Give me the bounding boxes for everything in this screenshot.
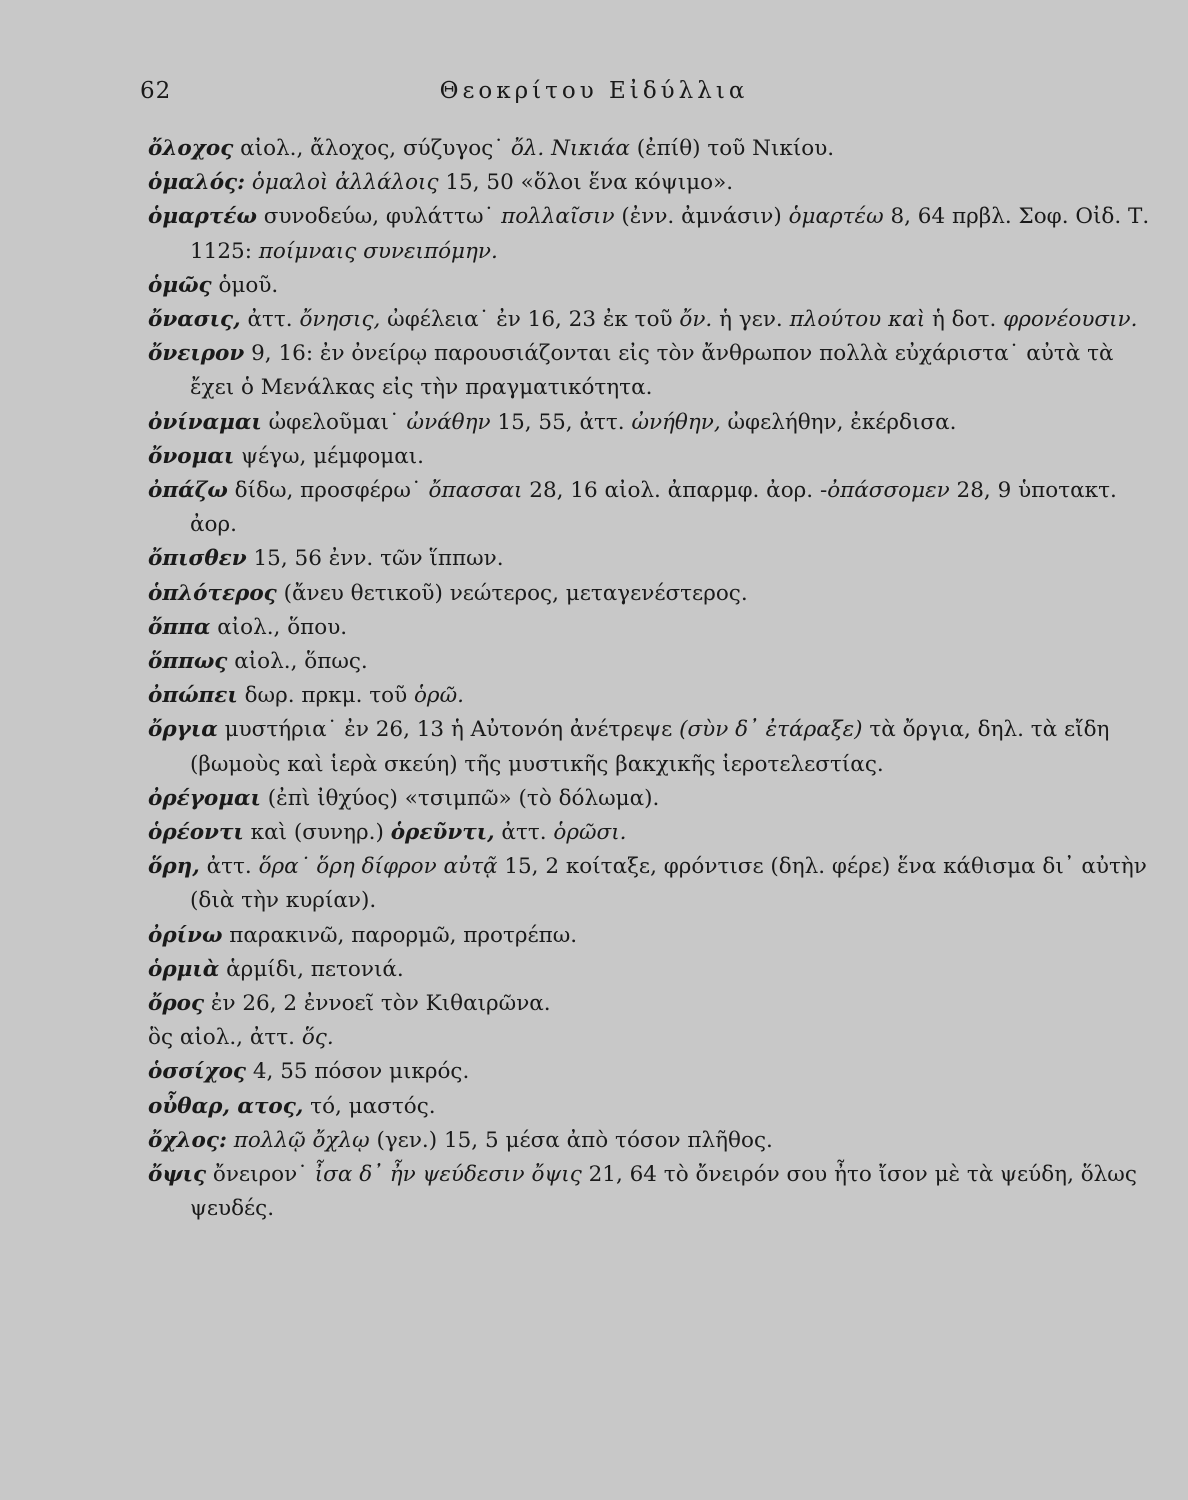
entry-text: 4, 55 πόσον μικρός.	[246, 1059, 470, 1085]
italic-text: (σὺν δ᾽ ἐτάραξε)	[679, 717, 863, 743]
italic-text: ὀπάσσομεν	[827, 478, 950, 504]
entry-text: τὰ ὄργια, δηλ. τὰ εἴδη (βωμοὺς καὶ ἱερὰ σκεύη) τῆς μυστικῆς βακχικῆς ἱεροτελεστίας.	[190, 717, 1110, 777]
italic-text: ὁρῶ.	[413, 683, 464, 709]
glossary-entry	[148, 269, 1163, 303]
entry-text: μυστήρια˙ ἐν 26, 13 ἡ Αὐτονόη ἀνέτρεψε	[217, 717, 680, 743]
page-number: 62	[140, 78, 172, 104]
headword: ὁρεῦντι,	[390, 820, 495, 846]
glossary-entry	[148, 577, 1163, 611]
headword: ὄνασις,	[148, 307, 241, 333]
headword: ὄργια	[148, 717, 218, 743]
headword: ὀπάζω	[148, 478, 228, 504]
entry-text: 15, 56 ἐνν. τῶν ἵππων.	[246, 546, 504, 572]
headword: ὀρέγομαι	[148, 785, 261, 811]
entry-text: 28, 9 ὑποτακτ. ἀορ.	[190, 478, 1117, 538]
italic-text: ὅς.	[301, 1025, 334, 1051]
headword: ὀπώπει	[148, 683, 238, 709]
entry-text	[227, 1128, 234, 1153]
headword: ὀνίναμαι	[148, 409, 262, 435]
italic-text: ὁμαλοὶ ἀλλάλοις	[251, 170, 439, 196]
glossary-entry	[148, 713, 1163, 781]
glossary-entry	[148, 1158, 1163, 1226]
italic-text: ὄν.	[679, 307, 713, 333]
entry-text: ἡ γεν.	[712, 307, 790, 333]
italic-text: ὅρα˙ ὅρη δίφρον αὐτᾷ	[258, 854, 498, 880]
entry-text	[245, 170, 252, 195]
italic-text: ἶσα δ᾽ ἦν ψεύδεσιν ὄψις	[314, 1162, 582, 1188]
entry-text: (γεν.) 15, 5 μέσα ἀπὸ τόσον πλῆθος.	[369, 1127, 773, 1153]
glossary-entry	[148, 816, 1163, 850]
italic-text: ὄλ. Νικιάα	[510, 136, 630, 161]
headword: ὁπλότερος	[148, 580, 277, 606]
entry-text: ὠφέλεια˙ ἐν 16, 23 ἐκ τοῦ	[380, 307, 680, 333]
entry-text: 15, 2 κοίταξε, φρόντισε (δηλ. φέρε) ἕνα κάθισμα δι᾽ αὐτὴν (διὰ τὴν κυρίαν).	[190, 854, 1147, 914]
italic-text: ὁμαρτέω	[788, 204, 884, 230]
entry-text: (ἐπίθ) τοῦ Νικίου.	[629, 136, 835, 161]
headword: ὁμῶς	[148, 272, 212, 298]
glossary-entry	[148, 953, 1163, 987]
entry-text: αἰολ., ἄλοχος, σύζυγος˙	[233, 136, 511, 161]
entry-text: (ἐπὶ ἰθχύος) «τσιμπῶ» (τὸ δόλωμα).	[260, 785, 660, 811]
glossary-entry	[148, 132, 1163, 166]
headword: ὄψις	[148, 1162, 207, 1188]
glossary-entry	[148, 1124, 1163, 1158]
entry-text: ὠφελοῦμαι˙	[261, 409, 407, 435]
headword: ὁμαλός:	[148, 170, 246, 196]
glossary-entry	[148, 645, 1163, 679]
italic-text: ὠνήθην,	[631, 409, 721, 435]
glossary-entry	[148, 679, 1163, 713]
glossary-entry	[148, 1090, 1163, 1124]
glossary-entry	[148, 850, 1163, 918]
headword: ὄνομαι	[148, 443, 235, 469]
italic-text: ὠνάθην	[406, 409, 491, 435]
headword: ὁρέοντι	[148, 820, 244, 846]
entry-text: 9, 16: ἐν ὀνείρῳ παρουσιάζονται εἰς τὸν ἄνθρωπον πολλὰ εὐχάριστα˙ αὐτὰ τὰ ἔχει ὁ Μενάλκας εἰς τὴν πραγματικότητα.	[190, 341, 1114, 401]
entry-text: ὠφελήθην, ἐκέρδισα.	[720, 409, 957, 435]
entry-text: 28, 16 αἰολ. ἀπαρμφ. ἀορ. -	[522, 478, 828, 504]
entry-text: (ἐνν. ἀμνάσιν)	[614, 204, 789, 230]
glossary-entry	[148, 782, 1163, 816]
entry-text: ἀττ.	[199, 854, 259, 880]
italic-text: ὄπασσαι	[428, 478, 523, 504]
italic-text: πολλαῖσιν	[501, 204, 615, 230]
entry-text: ὃς αἰολ., ἀττ.	[148, 1025, 302, 1051]
headword: ὁμαρτέω	[148, 204, 257, 230]
entry-text: 15, 55, ἀττ.	[490, 409, 632, 435]
glossary-entry	[148, 542, 1163, 576]
entry-text: 21, 64 τὸ ὄνειρόν σου ἦτο ἴσον μὲ τὰ ψεύδη, ὅλως ψευδές.	[190, 1162, 1137, 1222]
italic-text: πολλῷ ὄχλῳ	[233, 1127, 370, 1153]
glossary-entry	[148, 440, 1163, 474]
headword: ὄπισθεν	[148, 546, 247, 572]
headword: ὀρίνω	[148, 922, 223, 948]
glossary-entry	[148, 406, 1163, 440]
italic-text: ποίμναις συνειπόμην.	[258, 238, 498, 264]
headword: ὁσσίχος	[148, 1059, 247, 1085]
headword: ὄνειρον	[148, 341, 245, 367]
entry-text: ψέγω, μέμφομαι.	[234, 443, 425, 469]
entry-text: συνοδεύω, φυλάττω˙	[256, 204, 502, 230]
entry-text: παρακινῶ, παρορμῶ, προτρέπω.	[222, 922, 578, 948]
glossary-entry	[148, 1055, 1163, 1089]
entry-text: ἀττ.	[494, 820, 554, 846]
headword: ὄλοχος	[148, 136, 234, 161]
entry-text: 8, 64 πρβλ. Σοφ. Οἰδ. Τ. 1125:	[190, 204, 1150, 264]
entry-text: ὄνειρον˙	[206, 1162, 315, 1188]
glossary-entry	[148, 200, 1163, 268]
glossary-entry	[148, 611, 1163, 645]
headword: ὄππα	[148, 614, 211, 640]
entry-text: ἁρμίδι, πετονιά.	[219, 956, 404, 982]
headword: ὅρη,	[148, 854, 200, 880]
entry-text: ἡ δοτ.	[925, 307, 1004, 333]
page-header	[0, 78, 1188, 114]
entry-text: αἰολ., ὅπως.	[227, 649, 368, 675]
glossary-entry	[148, 987, 1163, 1021]
entry-text: τό, μαστός.	[303, 1093, 436, 1119]
glossary-entry	[148, 166, 1163, 200]
entry-text: δίδω, προσφέρω˙	[227, 478, 429, 504]
entry-text: ὁμοῦ.	[211, 272, 279, 298]
italic-text: φρονέουσιν.	[1003, 307, 1138, 333]
headword: ὄρος	[148, 991, 205, 1017]
glossary-entries	[148, 132, 1163, 1227]
headword: ὅππως	[148, 649, 228, 675]
glossary-entry	[148, 1021, 1163, 1055]
headword: ὁρμιὰ	[148, 956, 220, 982]
glossary-entry	[148, 337, 1163, 405]
entry-text: ἐν 26, 2 ἐννοεῖ τὸν Κιθαιρῶνα.	[204, 991, 551, 1017]
entry-text: δωρ. πρκμ. τοῦ	[237, 683, 414, 709]
headword: οὖθαρ, ατος,	[148, 1093, 304, 1119]
headword: ὄχλος:	[148, 1127, 227, 1153]
running-title: Θεοκρίτου Εἰδύλλια	[439, 78, 749, 104]
entry-text: 15, 50 «ὅλοι ἕνα κόψιμο».	[438, 170, 734, 196]
italic-text: ὁρῶσι.	[553, 820, 627, 846]
italic-text: πλούτου καὶ	[789, 307, 926, 333]
entry-text: (ἄνευ θετικοῦ) νεώτερος, μεταγενέστερος.	[276, 580, 748, 606]
glossary-entry	[148, 919, 1163, 953]
glossary-entry	[148, 474, 1163, 542]
glossary-entry	[148, 303, 1163, 337]
entry-text: ἀττ.	[240, 307, 300, 333]
entry-text: καὶ (συνηρ.)	[243, 820, 391, 846]
entry-text: αἰολ., ὅπου.	[210, 614, 348, 640]
italic-text: ὄνησις,	[299, 307, 381, 333]
